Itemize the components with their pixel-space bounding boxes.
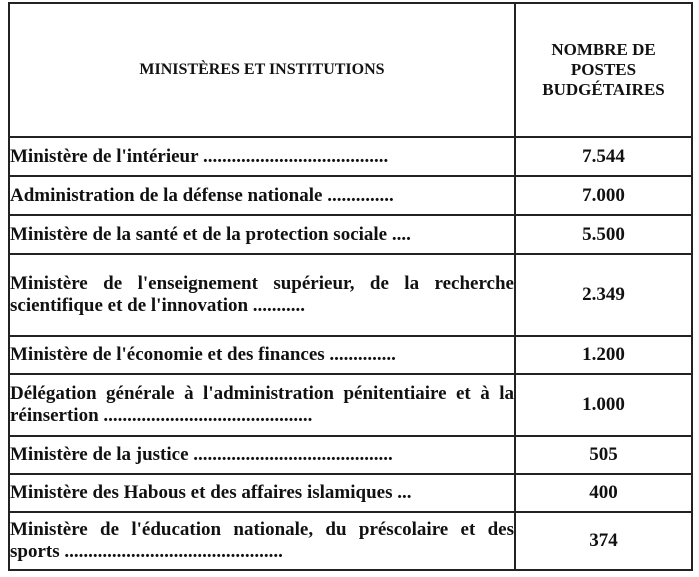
table-row xyxy=(9,215,692,254)
ministry-name: Ministère de la justice .......................................... xyxy=(9,436,515,474)
post-count: 1.000 xyxy=(515,374,692,436)
header-line: POSTES xyxy=(570,60,637,79)
post-count: 2.349 xyxy=(515,254,692,336)
table-row xyxy=(9,474,692,512)
budget-posts-table xyxy=(8,2,693,571)
header-ministries: MINISTÈRES ET INSTITUTIONS xyxy=(9,3,515,137)
table-row xyxy=(9,254,692,336)
ministry-name: Ministère des Habous et des affaires islamiques ... xyxy=(9,474,515,512)
table-row xyxy=(9,374,692,436)
post-count: 1.200 xyxy=(515,336,692,374)
table-row xyxy=(9,436,692,474)
table-row xyxy=(9,512,692,570)
ministry-name: Ministère de l'économie et des finances .............. xyxy=(9,336,515,374)
ministry-name: Délégation générale à l'administration pénitentiaire et à la réinsertion ............................................ xyxy=(9,374,515,436)
table-header-row xyxy=(9,3,692,137)
post-count: 5.500 xyxy=(515,215,692,254)
table-row xyxy=(9,336,692,374)
post-count: 400 xyxy=(515,474,692,512)
ministry-name: Ministère de la santé et de la protection sociale .... xyxy=(9,215,515,254)
post-count: 7.000 xyxy=(515,176,692,215)
ministry-name: Ministère de l'intérieur ....................................... xyxy=(9,137,515,176)
ministry-name: Ministère de l'enseignement supérieur, de la recherche scientifique et de l'innovation ........... xyxy=(9,254,515,336)
header-budget-posts xyxy=(515,3,692,137)
header-line: BUDGÉTAIRES xyxy=(542,80,665,99)
post-count: 505 xyxy=(515,436,692,474)
header-line: NOMBRE DE xyxy=(551,40,656,59)
ministry-name: Ministère de l'éducation nationale, du préscolaire et des sports .............................................. xyxy=(9,512,515,570)
table-row xyxy=(9,137,692,176)
ministry-name: Administration de la défense nationale .............. xyxy=(9,176,515,215)
table-row xyxy=(9,176,692,215)
post-count: 374 xyxy=(515,512,692,570)
post-count: 7.544 xyxy=(515,137,692,176)
